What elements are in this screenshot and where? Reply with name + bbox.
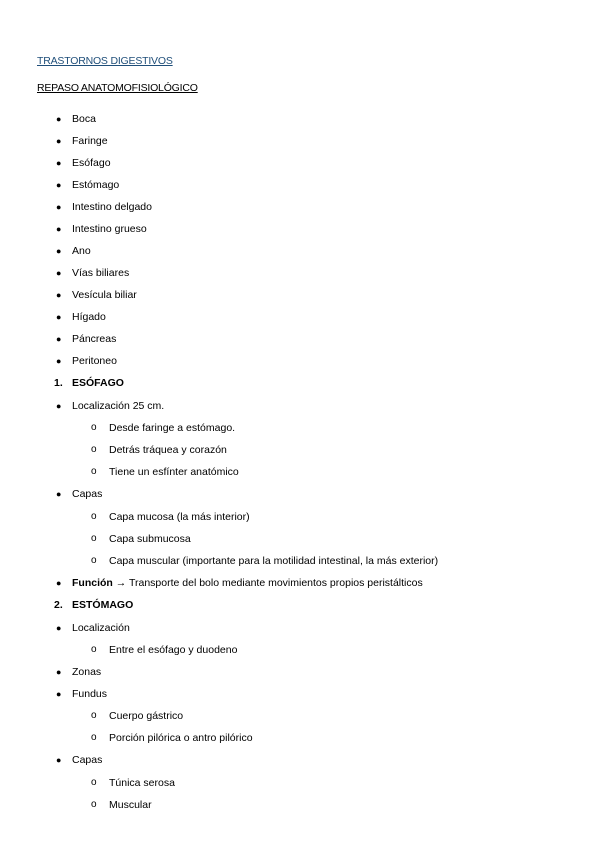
sub-list-item-text: Muscular <box>109 799 152 811</box>
list-item-text: Páncreas <box>72 333 117 345</box>
bullet-icon: ● <box>56 202 62 212</box>
funcion-label: Función <box>72 577 113 589</box>
section-number: 2. <box>54 599 63 611</box>
sub-bullet-icon: o <box>91 511 97 522</box>
bullet-icon: ● <box>56 334 62 344</box>
sub-bullet-icon: o <box>91 555 97 566</box>
document-subtitle: REPASO ANATOMOFISIOLÓGICO <box>37 82 198 94</box>
list-item-text: Zonas <box>72 666 102 678</box>
list-item-text: Faringe <box>72 135 108 147</box>
bullet-icon: ● <box>56 158 62 168</box>
bullet-icon: ● <box>56 401 62 411</box>
bullet-icon: ● <box>56 689 62 699</box>
document-title: TRASTORNOS DIGESTIVOS <box>37 55 173 67</box>
bullet-icon: ● <box>56 290 62 300</box>
list-item-text: Intestino grueso <box>72 223 147 235</box>
list-item-text: Boca <box>72 113 96 125</box>
bullet-icon: ● <box>56 246 62 256</box>
sub-bullet-icon: o <box>91 710 97 721</box>
list-item-text: Ano <box>72 245 91 257</box>
sub-bullet-icon: o <box>91 777 97 788</box>
sub-bullet-icon: o <box>91 533 97 544</box>
sub-bullet-icon: o <box>91 422 97 433</box>
bullet-icon: ● <box>56 489 62 499</box>
sub-list-item-text: Cuerpo gástrico <box>109 710 184 722</box>
bullet-icon: ● <box>56 623 62 633</box>
bullet-icon: ● <box>56 578 62 588</box>
sub-list-item-text: Túnica serosa <box>109 777 175 789</box>
bullet-icon: ● <box>56 667 62 677</box>
bullet-icon: ● <box>56 268 62 278</box>
list-item-text: Intestino delgado <box>72 201 152 213</box>
bullet-icon: ● <box>56 180 62 190</box>
list-item-text: Localización <box>72 622 130 634</box>
sub-list-item-text: Porción pilórica o antro pilórico <box>109 732 253 744</box>
list-item-text: Localización 25 cm. <box>72 400 165 412</box>
sub-bullet-icon: o <box>91 466 97 477</box>
funcion-text: → Transporte del bolo mediante movimientos propios peristálticos <box>112 577 423 589</box>
list-item-text <box>72 576 423 590</box>
sub-bullet-icon: o <box>91 799 97 810</box>
sub-list-item-text: Capa muscular (importante para la motilidad intestinal, la más exterior) <box>109 555 439 567</box>
list-item-text: Capas <box>72 488 103 500</box>
sub-list-item-text: Entre el esófago y duodeno <box>109 644 238 656</box>
list-item-text: Vesícula biliar <box>72 289 137 301</box>
bullet-icon: ● <box>56 114 62 124</box>
bullet-icon: ● <box>56 755 62 765</box>
sub-bullet-icon: o <box>91 644 97 655</box>
list-item-text: Estómago <box>72 179 120 191</box>
sub-bullet-icon: o <box>91 444 97 455</box>
sub-list-item-text: Tiene un esfínter anatómico <box>109 466 239 478</box>
list-item-text: Esófago <box>72 157 111 169</box>
sub-list-item-text: Desde faringe a estómago. <box>109 422 236 434</box>
bullet-icon: ● <box>56 224 62 234</box>
bullet-icon: ● <box>56 136 62 146</box>
list-item-text: Hígado <box>72 311 106 323</box>
bullet-icon: ● <box>56 312 62 322</box>
list-item-text: Vías biliares <box>72 267 130 279</box>
section-number: 1. <box>54 377 63 389</box>
list-item-text: Fundus <box>72 688 108 700</box>
sub-list-item-text: Capa mucosa (la más interior) <box>109 511 250 523</box>
bullet-icon: ● <box>56 356 62 366</box>
list-item-text: Capas <box>72 754 103 766</box>
section-heading-text: ESÓFAGO <box>72 377 124 389</box>
section-heading-text: ESTÓMAGO <box>72 599 134 611</box>
list-item-text: Peritoneo <box>72 355 117 367</box>
sub-list-item-text: Detrás tráquea y corazón <box>109 444 227 456</box>
sub-bullet-icon: o <box>91 732 97 743</box>
sub-list-item-text: Capa submucosa <box>109 533 191 545</box>
